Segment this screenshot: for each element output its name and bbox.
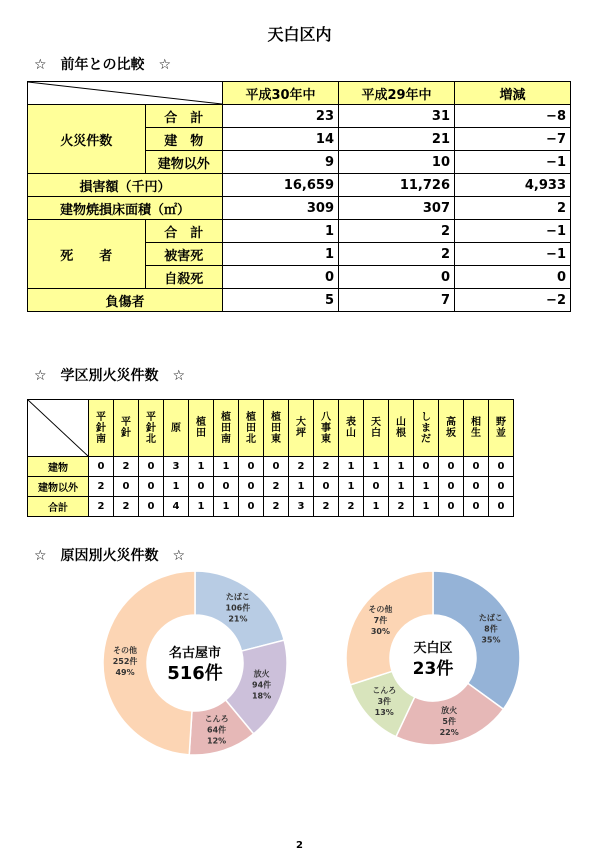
cell-value: 0	[223, 266, 339, 289]
district-cell: 1	[189, 457, 214, 477]
comparison-table	[27, 81, 571, 312]
slice-label: 22%	[439, 727, 459, 737]
district-cell: 2	[389, 497, 414, 517]
district-col-label: 天白	[371, 417, 381, 439]
district-col-header	[364, 400, 389, 457]
district-col-header	[239, 400, 264, 457]
slice-label: 64件	[207, 725, 227, 735]
row-label-victim-death: 被害死	[145, 243, 222, 266]
cell-value: 307	[339, 197, 455, 220]
district-cell: 1	[414, 477, 439, 497]
row-label-damage: 損害額（千円）	[28, 174, 223, 197]
cell-value: 2	[339, 220, 455, 243]
district-col-label: 野並	[496, 417, 506, 439]
district-col-label: しまだ	[421, 411, 431, 445]
cell-value: 0	[339, 266, 455, 289]
cell-value: 21	[339, 128, 455, 151]
district-col-label: 平針	[121, 417, 131, 439]
slice-label: その他	[368, 604, 393, 614]
district-cell: 1	[289, 477, 314, 497]
district-cell: 1	[414, 497, 439, 517]
page-number: 2	[296, 840, 303, 851]
district-col-header	[264, 400, 289, 457]
district-cell: 1	[389, 477, 414, 497]
district-cell: 0	[364, 477, 389, 497]
district-cell: 0	[114, 477, 139, 497]
slice-label: 18%	[251, 691, 272, 701]
cell-value: −1	[455, 243, 571, 266]
district-table	[27, 399, 514, 517]
district-cell: 2	[89, 477, 114, 497]
cell-value: −8	[455, 105, 571, 128]
cell-value: −7	[455, 128, 571, 151]
slice-label: 12%	[207, 736, 227, 746]
cell-value: 1	[223, 243, 339, 266]
cell-value: 31	[339, 105, 455, 128]
cell-value: 16,659	[223, 174, 339, 197]
district-col-label: 相生	[471, 417, 481, 439]
district-cell: 0	[314, 477, 339, 497]
district-cell: 0	[214, 477, 239, 497]
district-cell: 0	[439, 497, 464, 517]
cell-value: 0	[455, 266, 571, 289]
donut-center-title: 名古屋市	[168, 646, 222, 661]
district-cell: 0	[139, 497, 164, 517]
donut-center-title: 天白区	[413, 641, 453, 656]
page-title: 天白区内	[267, 25, 332, 44]
district-row-label: 合計	[28, 497, 89, 517]
table-row	[28, 457, 514, 477]
section-heading-cause: ☆ 原因別火災件数 ☆	[34, 548, 186, 564]
col-header-change: 増減	[455, 82, 571, 105]
cell-value: 11,726	[339, 174, 455, 197]
row-label-fire-total: 合 計	[145, 105, 222, 128]
district-cell: 4	[164, 497, 189, 517]
district-col-label: 原	[171, 422, 181, 434]
donut-center-value: 23件	[412, 659, 454, 679]
col-header-h29: 平成29年中	[339, 82, 455, 105]
cell-value: 5	[223, 289, 339, 312]
slice-label: 放火	[253, 669, 270, 679]
district-col-label: 高坂	[446, 417, 456, 439]
cell-value: 9	[223, 151, 339, 174]
slice-label: 放火	[441, 705, 458, 715]
district-col-label: 植田東	[271, 411, 281, 445]
district-col-label: 大坪	[296, 417, 306, 439]
cell-value: −1	[455, 220, 571, 243]
district-col-header	[114, 400, 139, 457]
cell-value: −2	[455, 289, 571, 312]
district-cell: 0	[414, 457, 439, 477]
slice-label: 7件	[373, 615, 388, 625]
district-cell: 1	[339, 477, 364, 497]
row-label-building: 建 物	[145, 128, 222, 151]
slice-label: 252件	[112, 656, 138, 666]
slice-label: 3件	[377, 696, 392, 706]
cell-value: 2	[339, 243, 455, 266]
slice-label: その他	[113, 645, 138, 655]
cell-value: 4,933	[455, 174, 571, 197]
district-col-header	[464, 400, 489, 457]
slice-label: 13%	[374, 707, 394, 717]
district-cell: 0	[139, 457, 164, 477]
district-col-header	[439, 400, 464, 457]
district-cell: 0	[139, 477, 164, 497]
district-cell: 0	[89, 457, 114, 477]
district-col-label: 植田	[196, 417, 206, 439]
district-row-label: 建物	[28, 457, 89, 477]
district-cell: 2	[264, 477, 289, 497]
diagonal-header-cell	[28, 82, 223, 105]
district-cell: 3	[289, 497, 314, 517]
row-label-death-total: 合 計	[145, 220, 222, 243]
district-col-header	[139, 400, 164, 457]
cause-donut-charts	[100, 565, 520, 765]
district-cell: 2	[89, 497, 114, 517]
district-cell: 3	[164, 457, 189, 477]
col-header-h30: 平成30年中	[223, 82, 339, 105]
slice-label: 5件	[442, 716, 456, 726]
district-cell: 1	[364, 497, 389, 517]
district-col-header	[164, 400, 189, 457]
cell-value: −1	[455, 151, 571, 174]
slice-label: 21%	[228, 614, 248, 624]
row-label-floor-area: 建物焼損床面積（㎡）	[28, 197, 223, 220]
district-cell: 0	[239, 497, 264, 517]
district-cell: 0	[489, 477, 514, 497]
slice-label: こんろ	[204, 714, 229, 724]
district-col-header	[214, 400, 239, 457]
district-row-label: 建物以外	[28, 477, 89, 497]
cell-value: 23	[223, 105, 339, 128]
district-cell: 0	[189, 477, 214, 497]
district-col-header	[339, 400, 364, 457]
district-col-header	[489, 400, 514, 457]
district-cell: 1	[214, 457, 239, 477]
cell-value: 7	[339, 289, 455, 312]
cell-value: 2	[455, 197, 571, 220]
district-col-label: 植田北	[246, 411, 256, 445]
district-cell: 1	[164, 477, 189, 497]
row-label-injured: 負傷者	[28, 289, 223, 312]
district-cell: 2	[339, 497, 364, 517]
district-col-label: 八事東	[321, 411, 331, 445]
table-row	[28, 477, 514, 497]
section-heading-district: ☆ 学区別火災件数 ☆	[34, 368, 186, 384]
slice-label: たばこ	[478, 613, 503, 623]
district-cell: 0	[439, 457, 464, 477]
district-cell: 1	[214, 497, 239, 517]
district-cell: 2	[289, 457, 314, 477]
district-col-label: 表山	[346, 417, 356, 439]
section-heading-comparison: ☆ 前年との比較 ☆	[34, 57, 172, 73]
district-cell: 2	[114, 457, 139, 477]
district-col-label: 平針北	[146, 411, 156, 445]
slice-label: 35%	[481, 635, 501, 645]
slice-label: 49%	[115, 667, 135, 677]
slice-label: 106件	[225, 603, 251, 613]
donut-center-value: 516件	[167, 663, 223, 684]
cell-value: 14	[223, 128, 339, 151]
table-row	[28, 497, 514, 517]
district-col-label: 山根	[396, 417, 406, 439]
fire-count-label: 火災件数	[28, 105, 146, 174]
district-col-label: 植田南	[221, 411, 231, 445]
district-col-header	[289, 400, 314, 457]
cell-value: 10	[339, 151, 455, 174]
district-cell: 2	[314, 497, 339, 517]
district-cell: 1	[389, 457, 414, 477]
district-cell: 0	[464, 457, 489, 477]
slice-label: 94件	[252, 680, 272, 690]
district-cell: 0	[489, 497, 514, 517]
cell-value: 1	[223, 220, 339, 243]
district-cell: 2	[114, 497, 139, 517]
diagonal-header-cell	[28, 400, 89, 457]
district-col-header	[314, 400, 339, 457]
district-cell: 0	[439, 477, 464, 497]
district-cell: 1	[339, 457, 364, 477]
district-cell: 0	[464, 477, 489, 497]
cell-value: 309	[223, 197, 339, 220]
slice-label: こんろ	[372, 685, 397, 695]
district-col-header	[189, 400, 214, 457]
district-col-header	[414, 400, 439, 457]
district-cell: 0	[239, 477, 264, 497]
district-col-header	[389, 400, 414, 457]
district-cell: 0	[464, 497, 489, 517]
death-label: 死 者	[28, 220, 146, 289]
district-cell: 1	[189, 497, 214, 517]
district-col-header	[89, 400, 114, 457]
district-cell: 2	[264, 497, 289, 517]
district-cell: 0	[264, 457, 289, 477]
row-label-non-building: 建物以外	[145, 151, 222, 174]
district-cell: 0	[239, 457, 264, 477]
slice-label: たばこ	[225, 592, 250, 602]
district-cell: 1	[364, 457, 389, 477]
district-col-label: 平針南	[96, 411, 106, 445]
slice-label: 8件	[484, 624, 498, 634]
district-cell: 2	[314, 457, 339, 477]
slice-label: 30%	[370, 626, 390, 636]
district-cell: 0	[489, 457, 514, 477]
row-label-suicide: 自殺死	[145, 266, 222, 289]
